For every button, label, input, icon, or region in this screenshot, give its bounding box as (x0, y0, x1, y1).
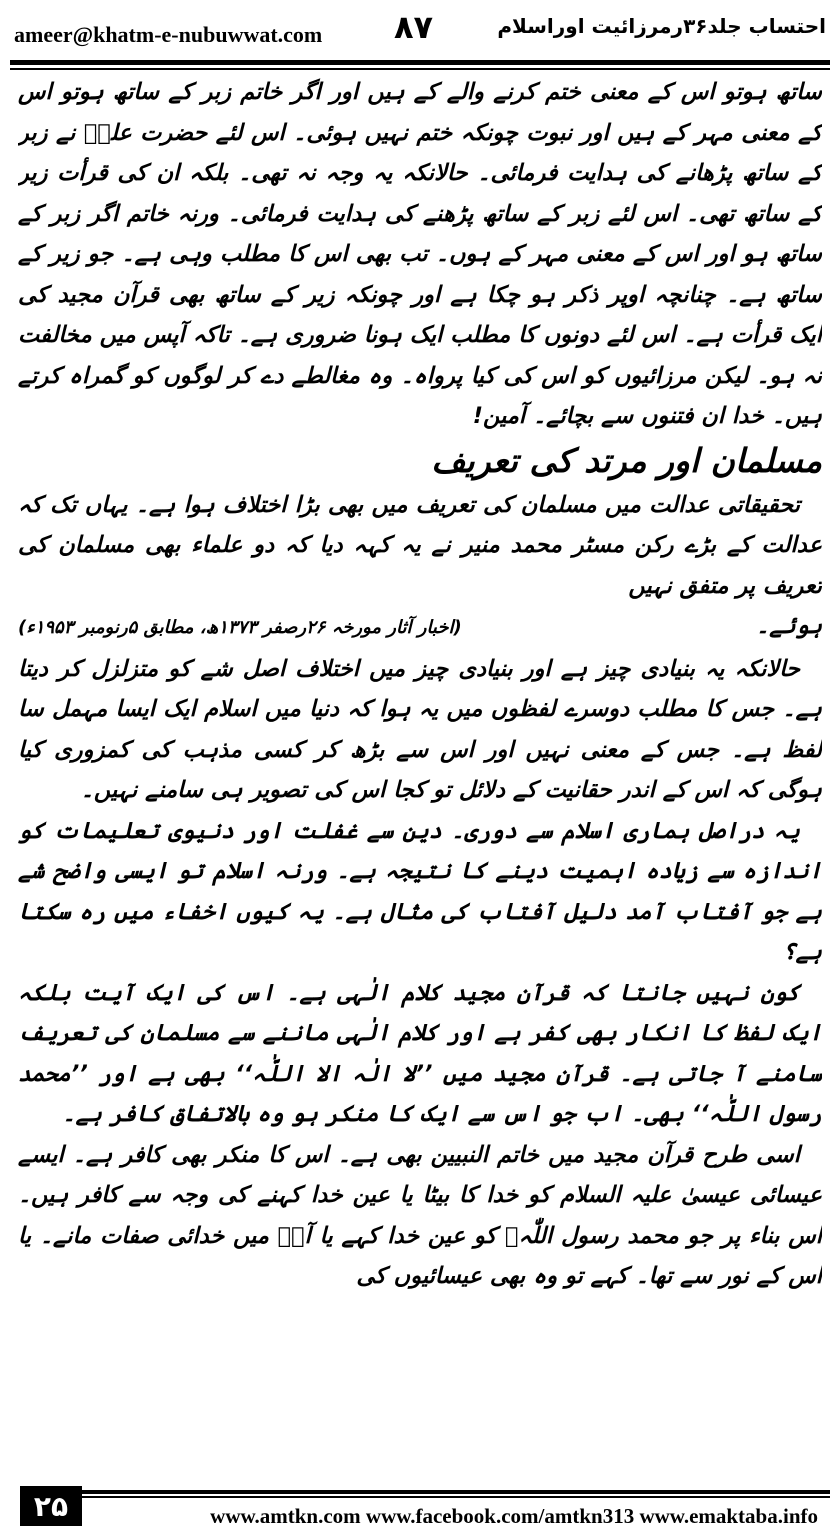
paragraph-2: حالانکہ یہ بنیادی چیز ہے اور بنیادی چیز میں اختلاف اصل شے کو متزلزل کر دیتا ہے۔ جس کا مطلب دوسرے لفظوں میں یہ ہوا کہ دنیا میں اسلام ایک ایسا مہمل سا لفظ ہے۔ جس کے معنی نہیں اور اس سے بڑھ کر کسی مذہب کی کمزوری کیا ہوگی کہ اس کے اندر حقانیت کے دلائل تو کجا اس کی تصویر ہی سامنے نہیں۔ (18, 655, 822, 803)
footer-rule-thick (82, 1490, 830, 1494)
header-rule-thick (10, 60, 830, 65)
paragraph-4: کون نہیں جانتا کہ قرآن مجید کلام الٰہی ہے۔ اس کی ایک آیت بلکہ ایک لفظ کا انکار بھی کفر ہے اور کلام الٰہی ماننے سے مسلمان کی تعریف سامنے آ جاتی ہے۔ قرآن مجید میں ’’لا الٰہ الا اللّٰہ‘‘ بھی ہے اور ’’محمد رسول اللّٰہ‘‘ بھی۔ اب جو اس سے ایک کا منکر ہو وہ بالاتفاق کافر ہے۔ (18, 979, 822, 1127)
footer-rule-thin (82, 1496, 830, 1498)
page-header (0, 0, 840, 62)
citation-row (18, 606, 822, 649)
header-page-number: ۸۷ (394, 8, 434, 46)
paragraph-5: اسی طرح قرآن مجید میں خاتم النبیین بھی ہے۔ اس کا منکر بھی کافر ہے۔ ایسے عیسائی عیسیٰ علیہ السلام کو خدا کا بیٹا یا عین خدا کہنے کی وجہ سے کافر ہیں۔ اس بناء پر جو محمد رسول اللّٰہﷺ کو عین خدا کہے یا آپؐ میں خدائی صفات مانے۔ یا اس کے نور سے تھا۔ کہے تو وہ بھی عیسائیوں کی (18, 1141, 822, 1289)
section-heading: مسلمان اور مرتد کی تعریف (431, 440, 822, 480)
footer-links: www.amtkn.com www.facebook.com/amtkn313 www.emaktaba.info (210, 1504, 818, 1528)
paragraph-3: یہ دراصل ہماری اسلام سے دوری۔ دین سے غفلت اور دنیوی تعلیمات کو اندازہ سے زیادہ اہمیت دینے کا نتیجہ ہے۔ ورنہ اسلام تو ایسی واضح شے ہے جو آفتاب آمد دلیل آفتاب کی مثال ہے۔ یہ کیوں اخفاء میں رہ سکتا ہے؟ (18, 817, 822, 965)
header-title: احتساب جلد۳۶رمرزائیت اوراسلام (497, 14, 826, 38)
section-intro-end: ہوئے۔ (756, 613, 822, 639)
citation: (اخبار آثار مورخہ ۲۶رصفر ۱۳۷۳ھ، مطابق ۵رنومبر ۱۹۵۳ء) (18, 617, 462, 638)
footer-page-badge: ۲۵ (20, 1486, 82, 1526)
page-body (18, 72, 822, 1458)
header-email: ameer@khatm-e-nubuwwat.com (14, 22, 323, 47)
paragraph-1: ساتھ ہوتو اس کے معنی ختم کرنے والے کے ہیں اور اگر خاتم زبر کے ساتھ ہوتو اس کے معنی مہر کے ہیں اور نبوت چونکہ ختم نہیں ہوئی۔ اس لئے حضرت علیؓ نے زبر کے ساتھ پڑھانے کی ہدایت فرمائی۔ حالانکہ یہ وجہ نہ تھی۔ بلکہ ان کی قرأت زیر کے ساتھ تھی۔ اس لئے زبر کے ساتھ پڑھنے کی ہدایت فرمائی۔ ورنہ خاتم اگر زبر کے ساتھ ہو اور اس کے معنی مہر کے ہوں۔ تب بھی اس کا مطلب وہی ہے۔ جو زیر کے ساتھ ہے۔ چنانچہ اوپر ذکر ہو چکا ہے اور چونکہ زیر کے ساتھ بھی قرآن مجید کی ایک قرأت ہے۔ اس لئے دونوں کا مطلب ایک ہونا ضروری ہے۔ تاکہ آپس میں مخالفت نہ ہو۔ لیکن مرزائیوں کو اس کی کیا پرواہ۔ وہ مغالطے دے کر لوگوں کو گمراہ کرتے ہیں۔ خدا ان فتنوں سے بچائے۔ آمین! (18, 79, 822, 429)
page-footer (0, 1486, 840, 1540)
header-rule-thin (10, 68, 830, 70)
section-intro: تحقیقاتی عدالت میں مسلمان کی تعریف میں بھی بڑا اختلاف ہوا ہے۔ یہاں تک کہ عدالت کے بڑے رکن مسٹر محمد منیر نے یہ کہہ دیا کہ دو علماء بھی مسلمان کی تعریف پر متفق نہیں (18, 491, 822, 599)
